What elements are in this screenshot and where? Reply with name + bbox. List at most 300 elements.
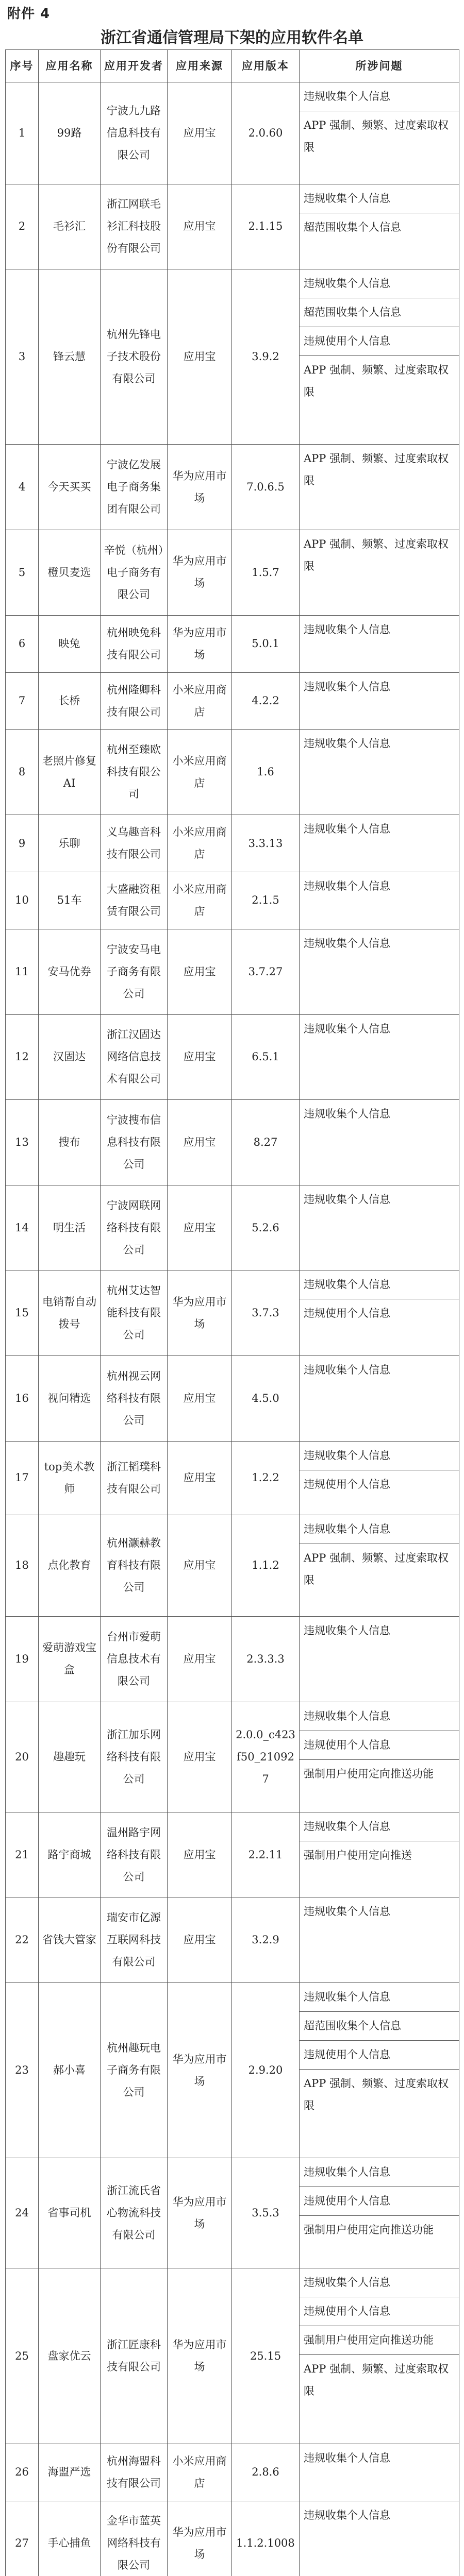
version-cell (232, 2444, 300, 2501)
issue-item: 违规收集个人信息 (304, 737, 390, 750)
app-name-cell-text: 今天买买 (47, 481, 91, 494)
table-header-row (6, 50, 459, 82)
app-name-cell-text: 安马优券 (47, 965, 91, 978)
source-cell (168, 1441, 232, 1515)
developer-cell (101, 1983, 168, 2158)
issues-cell (300, 1983, 459, 2158)
version-cell (232, 1014, 300, 1100)
seq-cell (6, 530, 39, 616)
seq-cell (6, 2501, 39, 2576)
developer-cell (101, 1185, 168, 1270)
seq-cell (6, 929, 39, 1014)
app-name-cell-text: 点化教育 (47, 1559, 91, 1572)
document-title: 浙江省通信管理局下架的应用软件名单 (101, 29, 363, 47)
source-cell (168, 872, 232, 929)
table-row (6, 445, 459, 530)
issue-item: 超范围收集个人信息 (300, 298, 459, 327)
developer-cell-text: 浙江韬璞科技有限公司 (107, 1460, 161, 1495)
seq-cell (6, 1897, 39, 1983)
developer-cell-text: 义乌趣音科技有限公司 (107, 826, 161, 861)
issue-item: 强制用户使用定向推送功能 (304, 2224, 434, 2236)
developer-cell (101, 1100, 168, 1185)
app-name-cell (39, 1441, 101, 1515)
issues-cell (300, 1617, 459, 1702)
table-row (6, 1100, 459, 1185)
app-name-cell-text: 橙贝麦选 (47, 566, 91, 579)
seq-cell-text: 14 (15, 1221, 29, 1234)
source-cell (168, 1702, 232, 1812)
issues-cell (300, 672, 459, 730)
source-cell-text: 应用宝 (183, 1050, 216, 1063)
app-name-cell-text: 映兔 (58, 637, 80, 650)
source-cell-text: 应用宝 (183, 1652, 216, 1665)
app-name-cell-text: top美术教师 (44, 1460, 95, 1495)
seq-cell-text: 8 (18, 766, 26, 778)
issues-cell (300, 2501, 459, 2576)
app-name-cell (39, 530, 101, 616)
app-name-cell (39, 1983, 101, 2158)
issues-cell (300, 615, 459, 672)
seq-cell-text: 19 (15, 1652, 29, 1665)
issue-item: 违规收集个人信息 (304, 1108, 390, 1121)
issue-item: 强制用户使用定向推送功能 (300, 2326, 459, 2355)
seq-cell (6, 1983, 39, 2158)
app-name-cell-text: 老照片修复AI (42, 754, 96, 789)
issues-cell (300, 1897, 459, 1983)
app-name-cell (39, 445, 101, 530)
developer-cell (101, 872, 168, 929)
version-cell-text: 2.9.20 (248, 2064, 283, 2077)
issue-item: APP 强制、频繁、过度索取权限 (304, 2077, 449, 2112)
header-source: 应用来源 (168, 50, 232, 82)
source-cell-text: 小米应用商店 (172, 683, 227, 718)
seq-cell (6, 730, 39, 815)
version-cell-text: 3.7.27 (248, 965, 283, 978)
developer-cell-text: 台州市爱萌信息技术有限公司 (107, 1630, 161, 1687)
version-cell-text: 3.7.3 (252, 1307, 279, 1319)
developer-cell-text: 浙江汉固达网络信息技术有限公司 (107, 1028, 161, 1086)
version-cell (232, 1617, 300, 1702)
issue-item: 超范围收集个人信息 (300, 2012, 459, 2041)
seq-cell-text: 12 (15, 1050, 29, 1063)
table-row (6, 2268, 459, 2444)
developer-cell-text: 杭州艾达智能科技有限公司 (107, 1284, 161, 1342)
source-cell (168, 1356, 232, 1442)
table-row (6, 1897, 459, 1983)
seq-cell-text: 27 (15, 2537, 29, 2550)
issues-cell (300, 1515, 459, 1617)
seq-cell-text: 5 (18, 566, 26, 579)
developer-cell (101, 1270, 168, 1356)
version-cell-text: 1.1.2.1008 (236, 2537, 295, 2550)
app-name-cell-text: 省事司机 (47, 2207, 91, 2219)
issues-cell (300, 1100, 459, 1185)
issue-item: APP 强制、频繁、过度索取权限 (304, 1551, 449, 1586)
source-cell (168, 1617, 232, 1702)
seq-cell-text: 1 (18, 126, 26, 139)
issues-cell (300, 1441, 459, 1515)
version-cell (232, 1897, 300, 1983)
source-cell (168, 2444, 232, 2501)
developer-cell-text: 金华市蓝英网络科技有限公司 (107, 2515, 161, 2572)
seq-cell (6, 445, 39, 530)
version-cell-text: 1.5.7 (252, 566, 279, 579)
developer-cell-text: 杭州趣玩电子商务有限公司 (107, 2042, 161, 2099)
developer-cell-text: 宁波网联网络科技有限公司 (107, 1199, 161, 1256)
table-row (6, 1515, 459, 1617)
app-name-cell (39, 184, 101, 269)
version-cell-text: 4.2.2 (252, 694, 279, 707)
version-cell-text: 3.5.3 (252, 2207, 279, 2219)
developer-cell (101, 2158, 168, 2268)
issues-cell (300, 269, 459, 445)
table-row (6, 929, 459, 1014)
source-cell-text: 应用宝 (183, 1750, 216, 1763)
developer-cell-text: 杭州映兔科技有限公司 (107, 626, 161, 661)
version-cell (232, 1983, 300, 2158)
seq-cell (6, 269, 39, 445)
developer-cell-text: 宁波安马电子商务有限公司 (107, 943, 161, 1000)
issue-item: 强制用户使用定向推送 (304, 1849, 412, 1861)
header-version: 应用版本 (232, 50, 300, 82)
source-cell (168, 445, 232, 530)
issue-item: 违规收集个人信息 (300, 1515, 459, 1544)
app-name-cell (39, 1356, 101, 1442)
seq-cell (6, 1100, 39, 1185)
table-row (6, 82, 459, 184)
version-cell (232, 615, 300, 672)
developer-cell-text: 杭州海盟科技有限公司 (107, 2454, 161, 2489)
seq-cell-text: 24 (15, 2207, 29, 2219)
developer-cell (101, 929, 168, 1014)
issue-item: 强制用户使用定向推送功能 (304, 1767, 434, 1780)
source-cell-text: 应用宝 (183, 1471, 216, 1484)
issues-cell (300, 1185, 459, 1270)
source-cell (168, 530, 232, 616)
source-cell (168, 1185, 232, 1270)
issue-item: 违规收集个人信息 (304, 879, 390, 892)
seq-cell (6, 2158, 39, 2268)
source-cell-text: 华为应用市场 (172, 626, 227, 661)
developer-cell (101, 730, 168, 815)
issues-cell (300, 2268, 459, 2444)
seq-cell-text: 6 (18, 637, 26, 650)
source-cell-text: 小米应用商店 (172, 2454, 227, 2489)
issue-item: 违规使用个人信息 (300, 2187, 459, 2216)
table-row (6, 1702, 459, 1812)
source-cell (168, 2158, 232, 2268)
table-row (6, 2158, 459, 2268)
delisted-apps-table (5, 49, 459, 2576)
issue-item: 违规收集个人信息 (300, 1270, 459, 1299)
table-row (6, 184, 459, 269)
app-name-cell (39, 730, 101, 815)
source-cell (168, 815, 232, 872)
app-name-cell (39, 2501, 101, 2576)
app-name-cell-text: 锋云慧 (53, 350, 86, 363)
issue-item: 违规收集个人信息 (304, 937, 390, 950)
developer-cell-text: 大盛融资租赁有限公司 (107, 883, 161, 918)
app-name-cell-text: 电销帮自动拨号 (42, 1295, 96, 1330)
issue-item: APP 强制、频繁、过度索取权限 (304, 452, 449, 487)
developer-cell-text: 杭州灏赫教育科技有限公司 (107, 1537, 161, 1594)
issues-cell (300, 2444, 459, 2501)
app-name-cell (39, 1702, 101, 1812)
version-cell-text: 3.9.2 (252, 350, 279, 363)
developer-cell (101, 2501, 168, 2576)
issues-cell (300, 730, 459, 815)
developer-cell-text: 杭州至臻欧科技有限公司 (107, 743, 161, 801)
issues-cell (300, 2158, 459, 2268)
app-name-cell-text: 视问精选 (47, 1392, 91, 1404)
issue-item: APP 强制、频繁、过度索取权限 (304, 2363, 449, 2398)
developer-cell (101, 672, 168, 730)
seq-cell (6, 1812, 39, 1897)
version-cell (232, 730, 300, 815)
source-cell-text: 应用宝 (183, 126, 216, 139)
issue-item: 违规收集个人信息 (300, 1983, 459, 2012)
seq-cell-text: 26 (15, 2466, 29, 2479)
version-cell (232, 1515, 300, 1617)
version-cell-text: 1.2.2 (252, 1471, 279, 1484)
source-cell-text: 小米应用商店 (172, 754, 227, 789)
source-cell-text: 华为应用市场 (172, 2053, 227, 2088)
version-cell-text: 2.3.3.3 (246, 1652, 285, 1665)
developer-cell-text: 宁波九九路信息科技有限公司 (107, 104, 161, 161)
header-app-name: 应用名称 (39, 50, 101, 82)
app-name-cell-text: 省钱大管家 (42, 1934, 96, 1946)
version-cell (232, 1100, 300, 1185)
seq-cell (6, 1515, 39, 1617)
issue-item: APP 强制、频繁、过度索取权限 (304, 119, 449, 154)
developer-cell-text: 浙江流氏省心物流科技有限公司 (107, 2184, 161, 2242)
source-cell-text: 华为应用市场 (172, 1295, 227, 1330)
developer-cell (101, 1441, 168, 1515)
seq-cell-text: 18 (15, 1559, 29, 1572)
source-cell-text: 应用宝 (183, 1934, 216, 1946)
issue-item: 违规收集个人信息 (300, 184, 459, 213)
issues-cell (300, 1356, 459, 1442)
developer-cell (101, 82, 168, 184)
source-cell (168, 269, 232, 445)
seq-cell (6, 615, 39, 672)
table-row (6, 730, 459, 815)
developer-cell-text: 浙江网联毛衫汇科技股份有限公司 (107, 198, 161, 255)
table-row (6, 1617, 459, 1702)
developer-cell (101, 1702, 168, 1812)
version-cell (232, 530, 300, 616)
app-name-cell (39, 672, 101, 730)
seq-cell (6, 1356, 39, 1442)
app-name-cell (39, 1617, 101, 1702)
developer-cell-text: 辛悦（杭州）电子商务有限公司 (104, 544, 164, 601)
developer-cell (101, 269, 168, 445)
app-name-cell (39, 929, 101, 1014)
version-cell-text: 2.0.0_c423f50_210927 (236, 1728, 295, 1785)
version-cell-text: 25.15 (250, 2349, 281, 2362)
developer-cell (101, 1897, 168, 1983)
seq-cell (6, 1270, 39, 1356)
source-cell-text: 小米应用商店 (172, 883, 227, 918)
seq-cell-text: 20 (15, 1750, 29, 1763)
seq-cell (6, 1014, 39, 1100)
header-developer: 应用开发者 (101, 50, 168, 82)
table-row (6, 269, 459, 445)
developer-cell (101, 1812, 168, 1897)
table-row (6, 1983, 459, 2158)
seq-cell (6, 672, 39, 730)
issue-item: 违规使用个人信息 (304, 1478, 390, 1490)
table-row (6, 1356, 459, 1442)
seq-cell-text: 17 (15, 1471, 29, 1484)
version-cell (232, 1185, 300, 1270)
version-cell-text: 2.2.11 (248, 1848, 283, 1861)
seq-cell (6, 2444, 39, 2501)
table-row (6, 1441, 459, 1515)
issues-cell (300, 1702, 459, 1812)
source-cell (168, 82, 232, 184)
issues-cell (300, 1014, 459, 1100)
app-name-cell-text: 郝小喜 (53, 2064, 86, 2077)
app-name-cell (39, 1014, 101, 1100)
source-cell (168, 672, 232, 730)
issue-item: 违规收集个人信息 (300, 2268, 459, 2297)
source-cell (168, 1014, 232, 1100)
issue-item: 违规收集个人信息 (300, 82, 459, 111)
seq-cell (6, 1441, 39, 1515)
issue-item: 违规收集个人信息 (304, 680, 390, 693)
source-cell-text: 应用宝 (183, 350, 216, 363)
app-name-cell-text: 海盟严选 (47, 2466, 91, 2479)
seq-cell-text: 15 (15, 1307, 29, 1319)
developer-cell-text: 温州路宇网络科技有限公司 (107, 1826, 161, 1883)
issue-item: 违规收集个人信息 (300, 1442, 459, 1470)
source-cell-text: 应用宝 (183, 965, 216, 978)
version-cell-text: 6.5.1 (252, 1050, 279, 1063)
issues-cell (300, 82, 459, 184)
developer-cell-text: 宁波搜布信息科技有限公司 (107, 1113, 161, 1171)
seq-cell-text: 22 (15, 1934, 29, 1946)
version-cell-text: 2.1.5 (252, 894, 279, 907)
app-name-cell-text: 乐聊 (58, 837, 80, 850)
issue-item: 违规收集个人信息 (304, 1364, 390, 1377)
issue-item: 违规收集个人信息 (304, 1905, 390, 1918)
source-cell-text: 华为应用市场 (172, 2526, 227, 2561)
seq-cell-text: 10 (15, 894, 29, 907)
issue-item: 违规收集个人信息 (304, 2509, 390, 2521)
source-cell (168, 1812, 232, 1897)
issues-cell (300, 530, 459, 616)
app-name-cell-text: 长桥 (58, 694, 80, 707)
source-cell-text: 华为应用市场 (172, 555, 227, 590)
table-row (6, 872, 459, 929)
version-cell-text: 4.5.0 (252, 1392, 279, 1404)
developer-cell-text: 杭州先锋电子技术股份有限公司 (107, 328, 161, 385)
issue-item: 违规收集个人信息 (304, 1624, 390, 1637)
seq-cell-text: 2 (18, 220, 26, 233)
source-cell-text: 华为应用市场 (172, 2338, 227, 2374)
version-cell (232, 269, 300, 445)
version-cell-text: 1.1.2 (252, 1559, 279, 1572)
version-cell (232, 82, 300, 184)
table-row (6, 530, 459, 616)
source-cell-text: 应用宝 (183, 1559, 216, 1572)
seq-cell-text: 16 (15, 1392, 29, 1404)
app-name-cell-text: 盘家优云 (47, 2349, 91, 2362)
source-cell (168, 184, 232, 269)
source-cell (168, 1100, 232, 1185)
app-name-cell-text: 51车 (57, 894, 82, 907)
issue-item: 违规收集个人信息 (300, 269, 459, 298)
seq-cell-text: 7 (18, 694, 26, 707)
version-cell-text: 5.0.1 (252, 637, 279, 650)
issues-cell (300, 184, 459, 269)
version-cell (232, 1356, 300, 1442)
issue-item: 违规使用个人信息 (300, 1731, 459, 1760)
app-name-cell (39, 2444, 101, 2501)
table-row (6, 1812, 459, 1897)
source-cell (168, 615, 232, 672)
issue-item: 违规使用个人信息 (300, 2297, 459, 2326)
source-cell (168, 2268, 232, 2444)
issues-cell (300, 1270, 459, 1356)
seq-cell (6, 815, 39, 872)
source-cell-text: 应用宝 (183, 1848, 216, 1861)
version-cell (232, 1270, 300, 1356)
app-name-cell (39, 2158, 101, 2268)
issue-item: 违规收集个人信息 (304, 2451, 390, 2464)
app-name-cell-text: 明生活 (53, 1221, 86, 1234)
issue-item: 超范围收集个人信息 (304, 221, 401, 233)
version-cell-text: 5.2.6 (252, 1221, 279, 1234)
seq-cell-text: 13 (15, 1136, 29, 1148)
table-row (6, 615, 459, 672)
table-row (6, 1270, 459, 1356)
app-name-cell (39, 1897, 101, 1983)
version-cell (232, 1812, 300, 1897)
source-cell-text: 应用宝 (183, 220, 216, 233)
developer-cell (101, 530, 168, 616)
table-row (6, 1185, 459, 1270)
issue-item: 违规收集个人信息 (304, 823, 390, 836)
source-cell-text: 应用宝 (183, 1136, 216, 1148)
issues-cell (300, 1812, 459, 1897)
developer-cell (101, 1356, 168, 1442)
source-cell (168, 1270, 232, 1356)
developer-cell (101, 445, 168, 530)
developer-cell-text: 杭州隆卿科技有限公司 (107, 683, 161, 718)
app-name-cell-text: 手心捕鱼 (47, 2537, 91, 2550)
source-cell-text: 华为应用市场 (172, 2195, 227, 2230)
version-cell-text: 8.27 (253, 1136, 278, 1148)
issue-item: APP 强制、频繁、过度索取权限 (304, 538, 449, 573)
table-row (6, 672, 459, 730)
issue-item: 违规收集个人信息 (304, 1193, 390, 1206)
header-seq: 序号 (6, 50, 39, 82)
developer-cell (101, 184, 168, 269)
developer-cell-text: 杭州视云网络科技有限公司 (107, 1369, 161, 1427)
version-cell (232, 672, 300, 730)
source-cell-text: 小米应用商店 (172, 826, 227, 861)
table-row (6, 2501, 459, 2576)
issues-cell (300, 872, 459, 929)
seq-cell (6, 2268, 39, 2444)
issue-item: 违规使用个人信息 (300, 327, 459, 356)
seq-cell (6, 1185, 39, 1270)
version-cell (232, 815, 300, 872)
seq-cell-text: 21 (15, 1848, 29, 1861)
issue-item: 违规收集个人信息 (300, 1702, 459, 1731)
